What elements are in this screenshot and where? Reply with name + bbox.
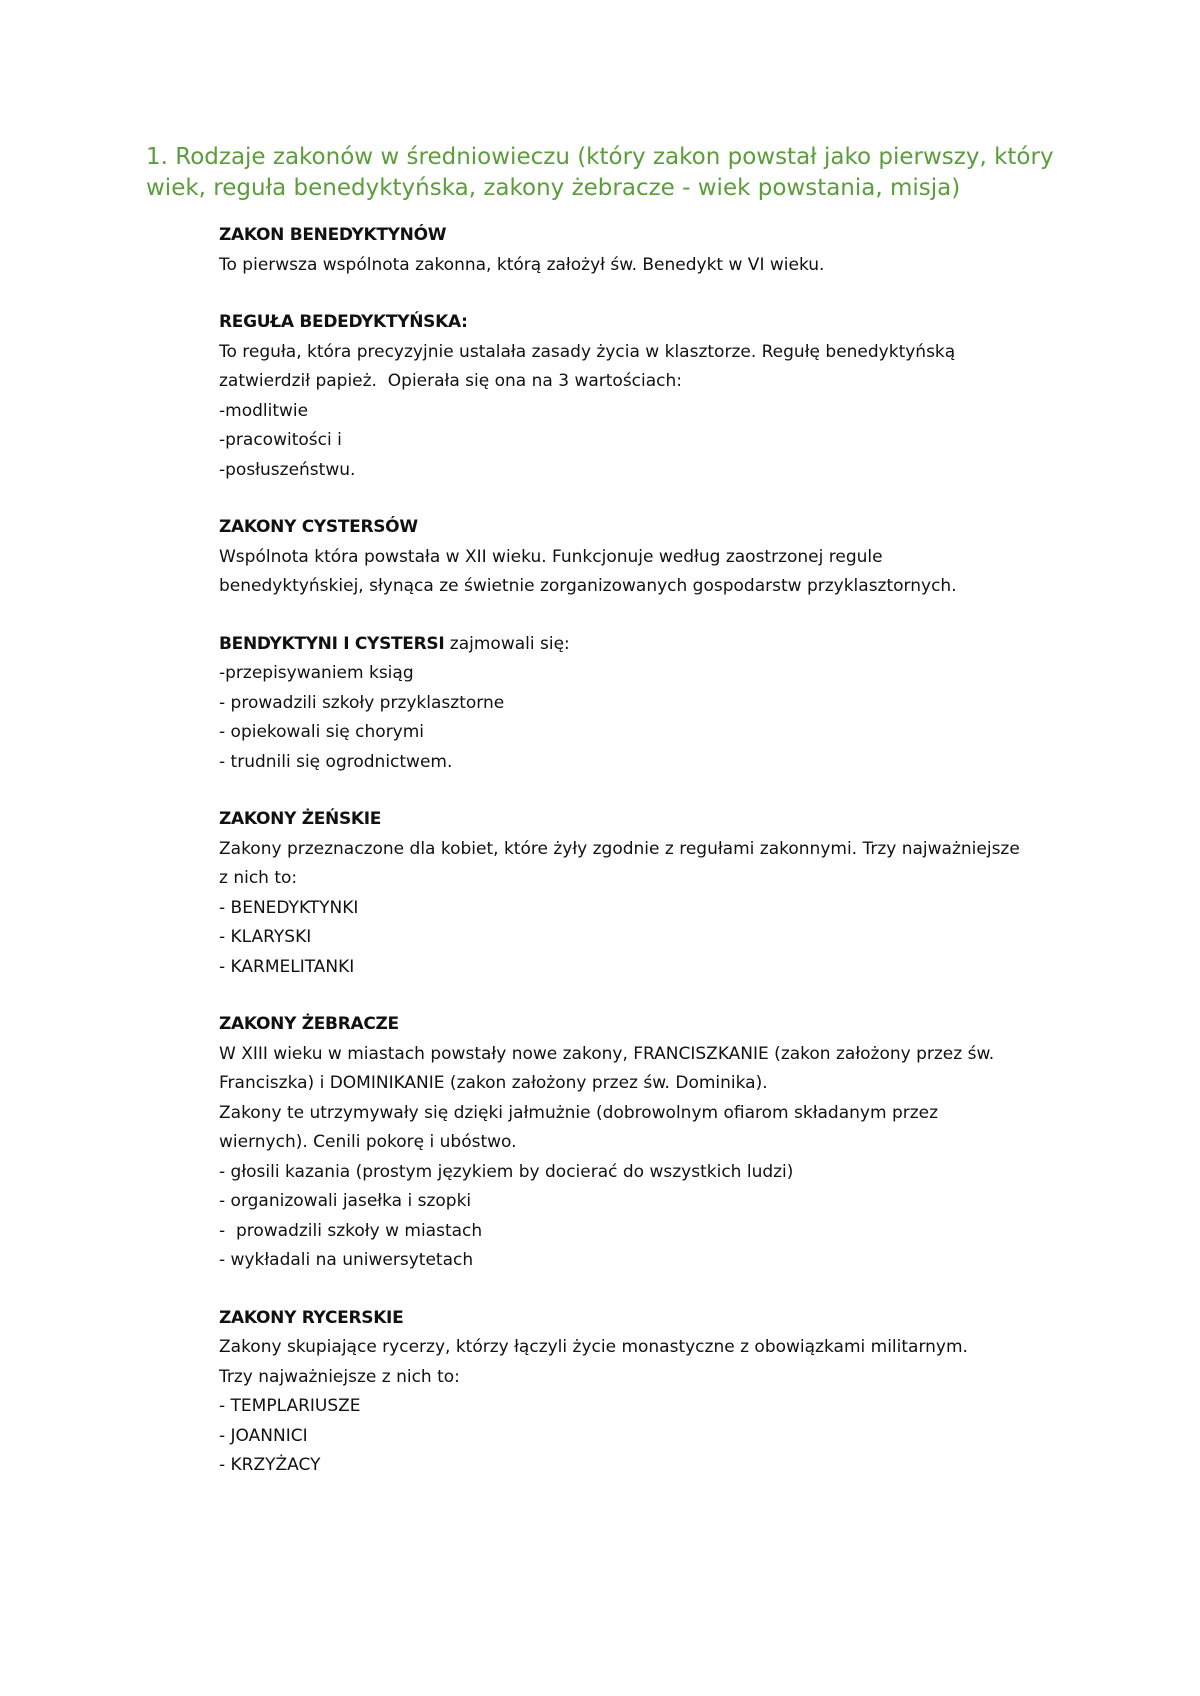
list-item: -modlitwie xyxy=(219,400,309,421)
list-item: - trudnili się ogrodnictwem. xyxy=(219,751,453,772)
list-item: -pracowitości i xyxy=(219,430,342,450)
section-cystersi xyxy=(219,513,1099,602)
list-item: - TEMPLARIUSZE xyxy=(219,1396,361,1416)
section-bendyktyni-cystersi xyxy=(219,630,1099,778)
section-rycerskie xyxy=(219,1304,1099,1481)
document-body xyxy=(219,221,1099,1509)
paragraph-line: To reguła, która precyzyjnie ustalała zasady życia w klasztorze. Regułę benedyktyńską xyxy=(219,341,956,362)
section-heading: REGUŁA BEDEDYKTYŃSKA: xyxy=(219,312,468,332)
list-item: - prowadzili szkoły w miastach xyxy=(219,1220,483,1241)
paragraph-line: Franciszka) i DOMINIKANIE (zakon założony przez św. Dominika). xyxy=(219,1073,768,1093)
orders-list xyxy=(219,894,1099,983)
list-item: - KRZYŻACY xyxy=(219,1455,321,1475)
document-title: 1. Rodzaje zakonów w średniowieczu (który zakon powstał jako pierwszy, który wiek, reguła benedyktyńska, zakony żebracze - wiek powstania, misja) xyxy=(146,144,1054,201)
inline-bold-heading: BENDYKTYNI I CYSTERSI xyxy=(219,633,445,654)
activities-list xyxy=(219,659,1099,777)
list-item: - KLARYSKI xyxy=(219,927,312,947)
list-item: -posłuszeństwu. xyxy=(219,459,356,480)
paragraph-line: Zakony przeznaczone dla kobiet, które żyły zgodnie z regułami zakonnymi. Trzy najważniejsze xyxy=(219,838,1020,859)
section-regula xyxy=(219,308,1099,485)
list-item: - głosili kazania (prostym językiem by docierać do wszystkich ludzi) xyxy=(219,1161,794,1182)
activities-list xyxy=(219,1158,1099,1276)
section-heading: ZAKONY CYSTERSÓW xyxy=(219,517,418,537)
mixed-heading-line xyxy=(219,630,1099,660)
section-heading: ZAKON BENEDYKTYNÓW xyxy=(219,225,447,245)
list-item: - opiekowali się chorymi xyxy=(219,722,425,742)
list-item: - JOANNICI xyxy=(219,1425,308,1446)
section-heading: ZAKONY RYCERSKIE xyxy=(219,1307,404,1328)
paragraph-line: Trzy najważniejsze z nich to: xyxy=(219,1366,460,1387)
section-benedyktyni xyxy=(219,221,1099,280)
paragraph-line: zatwierdził papież. Opierała się ona na 3 wartościach: xyxy=(219,371,683,391)
paragraph-line: Wspólnota która powstała w XII wieku. Funkcjonuje według zaostrzonej regule xyxy=(219,546,883,567)
values-list xyxy=(219,397,1099,486)
section-heading: ZAKONY ŻEŃSKIE xyxy=(219,809,382,829)
list-item: - prowadzili szkoły przyklasztorne xyxy=(219,692,505,713)
paragraph-line: z nich to: xyxy=(219,868,298,888)
list-item: - BENEDYKTYNKI xyxy=(219,897,359,918)
inline-heading-rest: zajmowali się: xyxy=(444,633,570,654)
list-item: - organizowali jasełka i szopki xyxy=(219,1191,472,1211)
section-zebracze xyxy=(219,1010,1099,1276)
paragraph-line: Zakony skupiające rycerzy, którzy łączyli życie monastyczne z obowiązkami militarnym. xyxy=(219,1337,968,1357)
list-item: - wykładali na uniwersytetach xyxy=(219,1250,474,1270)
list-item: -przepisywaniem ksiąg xyxy=(219,663,414,683)
paragraph-line: To pierwsza wspólnota zakonna, którą założył św. Benedykt w VI wieku. xyxy=(219,254,825,275)
paragraph-line: wiernych). Cenili pokorę i ubóstwo. xyxy=(219,1132,517,1152)
paragraph-line: benedyktyńskiej, słynąca ze świetnie zorganizowanych gospodarstw przyklasztornych. xyxy=(219,576,957,596)
list-item: - KARMELITANKI xyxy=(219,956,355,977)
paragraph-line: Zakony te utrzymywały się dzięki jałmużnie (dobrowolnym ofiarom składanym przez xyxy=(219,1102,939,1123)
section-heading: ZAKONY ŻEBRACZE xyxy=(219,1014,399,1034)
section-zenskie xyxy=(219,805,1099,982)
orders-list xyxy=(219,1392,1099,1481)
paragraph-line: W XIII wieku w miastach powstały nowe zakony, FRANCISZKANIE (zakon założony przez św. xyxy=(219,1043,995,1064)
